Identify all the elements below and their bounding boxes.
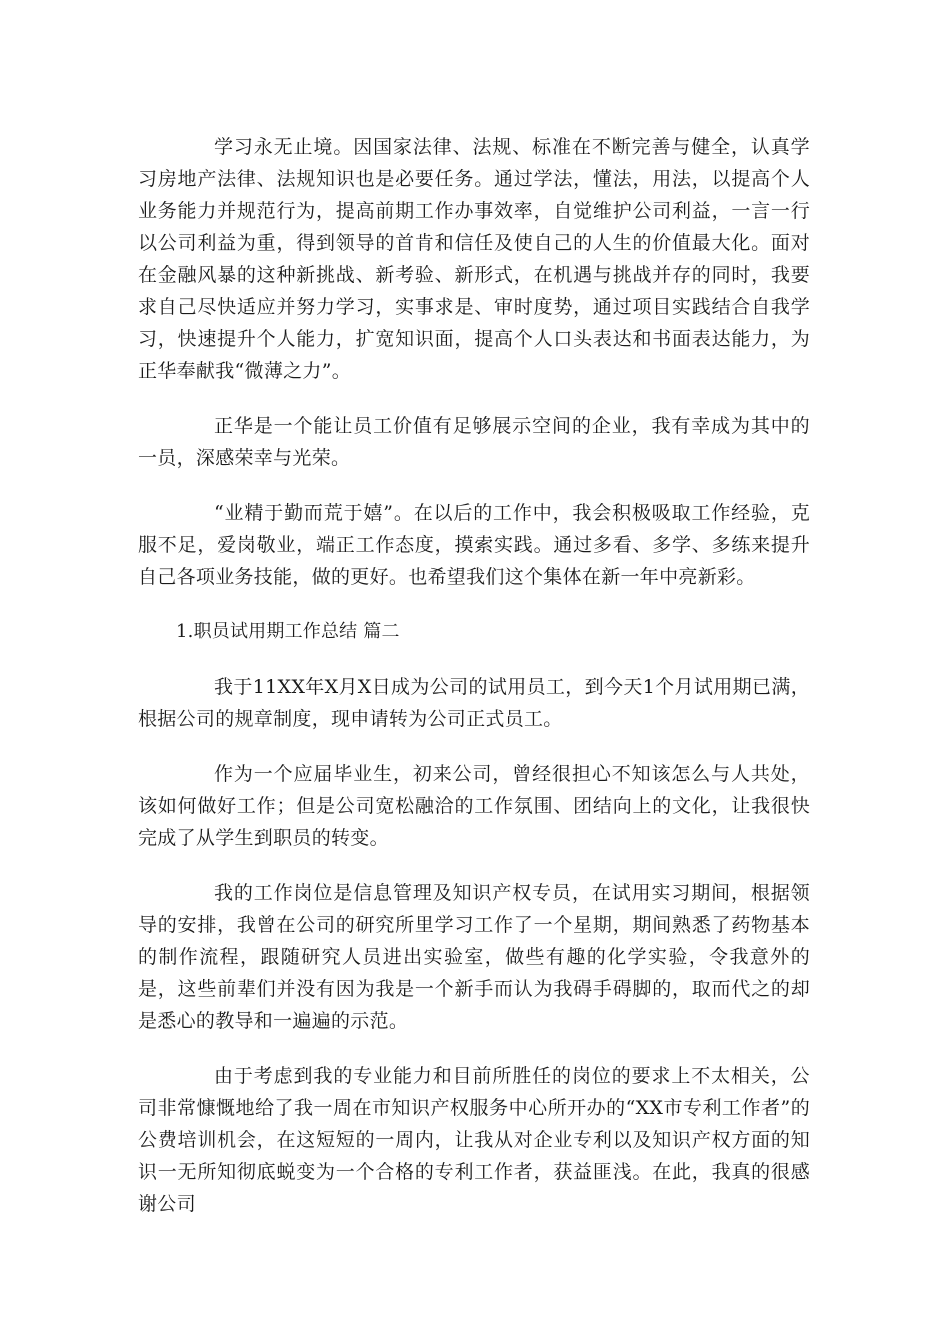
paragraph-probation: 我于11XX年X月X日成为公司的试用员工，到今天1个月试用期已满，根据公司的规章制度，现申请转为公司正式员工。 xyxy=(138,676,810,730)
paragraph-zhenghua: 正华是一个能让员工价值有足够展示空间的企业，我有幸成为其中的一员，深感荣幸与光荣。 xyxy=(138,415,810,469)
document-body xyxy=(138,131,810,1243)
paragraph-position: 我的工作岗位是信息管理及知识产权专员，在试用实习期间，根据领导的安排，我曾在公司的研究所里学习工作了一个星期，期间熟悉了药物基本的制作流程，跟随研究人员进出实验室，做些有趣的化学实验，令我意外的是，这些前辈们并没有因为我是一个新手而认为我碍手碍脚的，取而代之的却是悉心的教导和一遍遍的示范。 xyxy=(138,882,810,1032)
paragraph-graduate: 作为一个应届毕业生，初来公司，曾经很担心不知该怎么与人共处，该如何做好工作；但是公司宽松融洽的工作氛围、团结向上的文化，让我很快完成了从学生到职员的转变。 xyxy=(138,763,810,849)
paragraph-study: 学习永无止境。因国家法律、法规、标准在不断完善与健全，认真学习房地产法律、法规知识也是必要任务。通过学法，懂法，用法，以提高个人业务能力并规范行为，提高前期工作办事效率，自觉维护公司利益，一言一行以公司利益为重，得到领导的首肯和信任及使自己的人生的价值最大化。面对在金融风暴的这种新挑战、新考验、新形式，在机遇与挑战并存的同时，我要求自己尽快适应并努力学习，实事求是、审时度势，通过项目实践结合自我学习，快速提升个人能力，扩宽知识面，提高个人口头表达和书面表达能力，为正华奉献我“微薄之力”。 xyxy=(138,136,810,382)
paragraph-training: 由于考虑到我的专业能力和目前所胜任的岗位的要求上不太相关，公司非常慷慨地给了我一周在市知识产权服务中心所开办的“XX市专利工作者”的公费培训机会，在这短短的一周内，让我从对企业专利以及知识产权方面的知识一无所知彻底蜕变为一个合格的专利工作者，获益匪浅。在此，我真的很感谢公司 xyxy=(138,1065,810,1215)
paragraph-diligence: “业精于勤而荒于嬉”。在以后的工作中，我会积极吸取工作经验，克服不足，爱岗敬业，端正工作态度，摸索实践。通过多看、多学、多练来提升自己各项业务技能，做的更好。也希望我们这个集体在新一年中亮新彩。 xyxy=(138,502,810,588)
section-heading: 1.职员试用期工作总结 篇二 xyxy=(176,621,400,642)
